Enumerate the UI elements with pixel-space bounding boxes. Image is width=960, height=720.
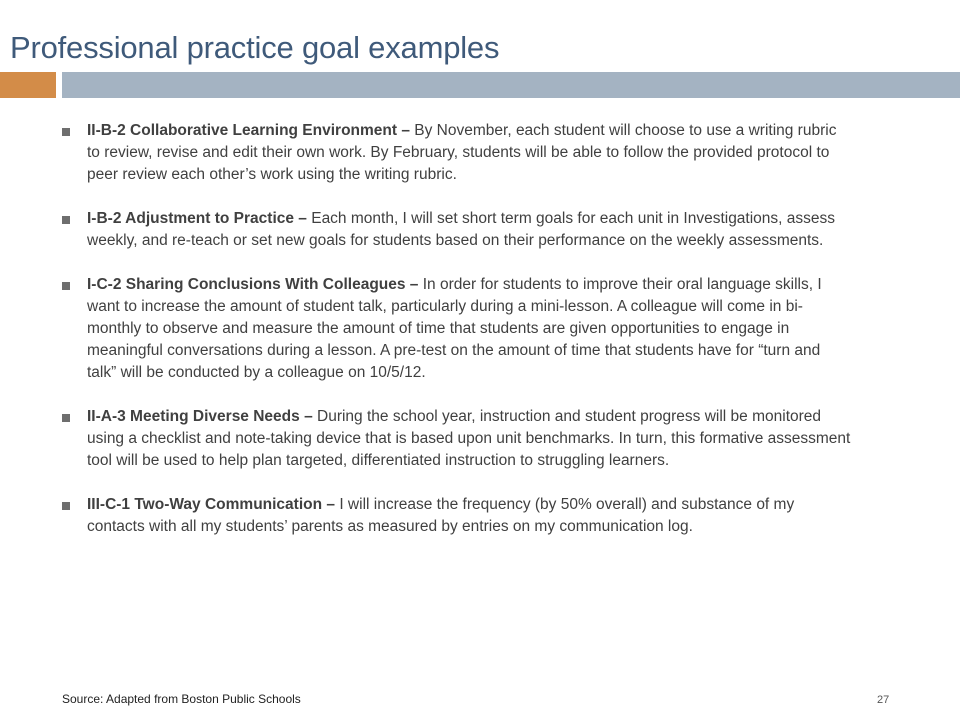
page-number: 27: [877, 694, 890, 706]
goal-heading: I-B-2 Adjustment to Practice –: [87, 210, 307, 227]
slide-title: Professional practice goal examples: [10, 30, 500, 65]
goal-item: [62, 494, 852, 538]
square-bullet-icon: [62, 128, 70, 136]
goal-item: [62, 274, 852, 384]
goal-heading: I-C-2 Sharing Conclusions With Colleagues –: [87, 276, 419, 293]
square-bullet-icon: [62, 414, 70, 422]
goal-heading: II-A-3 Meeting Diverse Needs –: [87, 408, 313, 425]
goal-body: I will increase the frequency (by 50% overall) and substance of my contacts with all my students’ parents as measured by entries on my communication log.: [87, 496, 795, 535]
goal-item: [62, 406, 852, 472]
title-accent-blue-bar: [62, 72, 960, 98]
goal-body: During the school year, instruction and student progress will be monitored using a checklist and note-taking device that is based upon unit benchmarks. In turn, this formative assessment tool will be used to help plan targeted, differentiated instruction to struggling learners.: [87, 408, 851, 469]
goal-item: [62, 208, 852, 252]
goal-body: Each month, I will set short term goals for each unit in Investigations, assess weekly, and re-teach or set new goals for students based on their performance on the weekly assessments.: [87, 210, 836, 249]
goal-heading: II-B-2 Collaborative Learning Environment –: [87, 122, 410, 139]
goal-list: [62, 120, 852, 560]
goal-body: In order for students to improve their oral language skills, I want to increase the amount of student talk, particularly during a mini-lesson. A colleague will come in bi-monthly to observe and measure the amount of time that students are given opportunities to engage in meaningful conversations during a lesson. A pre-test on the amount of time that students have for “turn and talk” will be conducted by a colleague on 10/5/12.: [87, 276, 822, 381]
goal-heading: III-C-1 Two-Way Communication –: [87, 496, 336, 513]
square-bullet-icon: [62, 282, 70, 290]
square-bullet-icon: [62, 216, 70, 224]
goal-item: [62, 120, 852, 186]
title-accent-orange-bar: [0, 72, 56, 98]
source-note: Source: Adapted from Boston Public Schools: [62, 692, 301, 706]
goal-body: By November, each student will choose to use a writing rubric to review, revise and edit their own work. By February, students will be able to follow the provided protocol to peer review each other’s work using the writing rubric.: [87, 122, 837, 183]
square-bullet-icon: [62, 502, 70, 510]
